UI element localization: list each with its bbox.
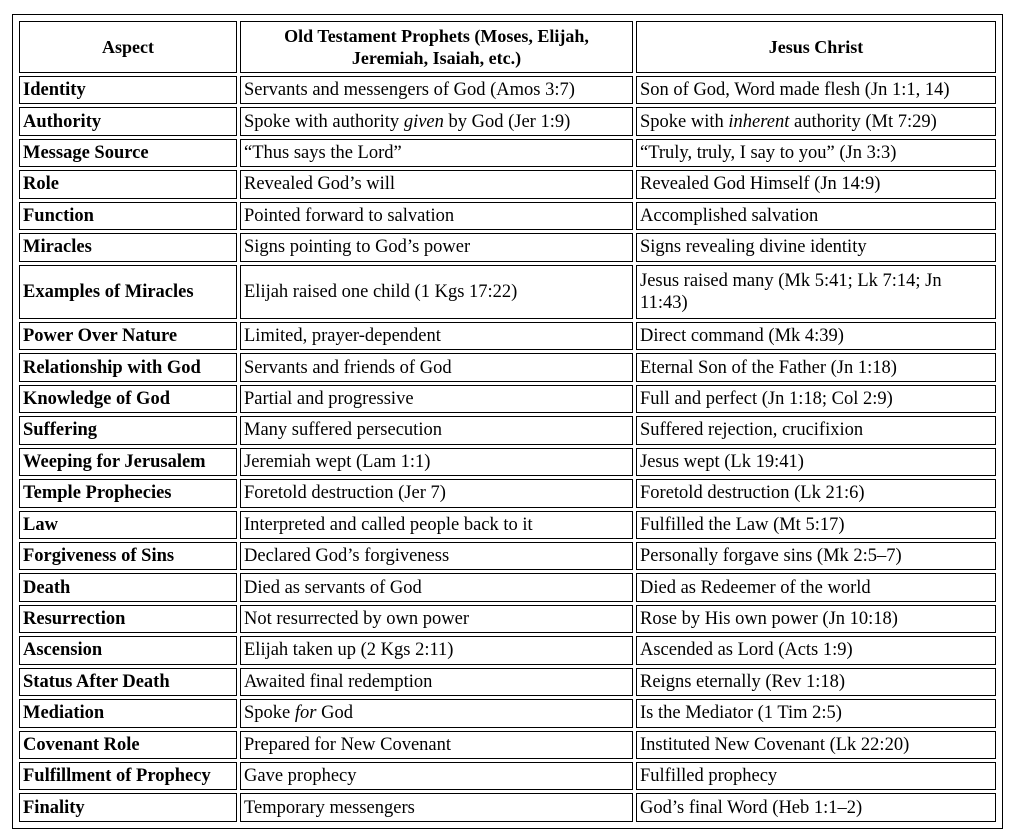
jesus-cell: Revealed God Himself (Jn 14:9) [636, 170, 996, 198]
table-row [19, 139, 996, 167]
prophets-cell: Died as servants of God [240, 573, 633, 601]
table-row [19, 76, 996, 104]
jesus-cell: Direct command (Mk 4:39) [636, 322, 996, 350]
jesus-cell: Fulfilled the Law (Mt 5:17) [636, 511, 996, 539]
table-row [19, 170, 996, 198]
prophets-cell: Gave prophecy [240, 762, 633, 790]
prophets-cell: Awaited final redemption [240, 668, 633, 696]
aspect-cell: Function [19, 202, 237, 230]
jesus-cell: Personally forgave sins (Mk 2:5–7) [636, 542, 996, 570]
emphasis-text: for [294, 703, 317, 724]
jesus-cell: Ascended as Lord (Acts 1:9) [636, 636, 996, 664]
table-row [19, 202, 996, 230]
aspect-cell: Examples of Miracles [19, 265, 237, 319]
table-row [19, 668, 996, 696]
aspect-cell: Resurrection [19, 605, 237, 633]
aspect-cell: Finality [19, 793, 237, 822]
prophets-cell: Temporary messengers [240, 793, 633, 822]
aspect-cell: Temple Prophecies [19, 479, 237, 507]
jesus-cell: “Truly, truly, I say to you” (Jn 3:3) [636, 139, 996, 167]
prophets-cell [240, 699, 633, 727]
table-row [19, 353, 996, 381]
aspect-cell: Knowledge of God [19, 385, 237, 413]
prophets-cell: Elijah raised one child (1 Kgs 17:22) [240, 265, 633, 319]
aspect-cell: Ascension [19, 636, 237, 664]
table-row [19, 605, 996, 633]
jesus-cell: Accomplished salvation [636, 202, 996, 230]
aspect-cell: Forgiveness of Sins [19, 542, 237, 570]
table-row [19, 322, 996, 350]
table-row [19, 107, 996, 135]
jesus-cell: Reigns eternally (Rev 1:18) [636, 668, 996, 696]
header-jesus: Jesus Christ [636, 21, 996, 73]
prophets-cell: Partial and progressive [240, 385, 633, 413]
jesus-cell: Is the Mediator (1 Tim 2:5) [636, 699, 996, 727]
prophets-cell: Revealed God’s will [240, 170, 633, 198]
jesus-cell: Rose by His own power (Jn 10:18) [636, 605, 996, 633]
cell-text: authority (Mt 7:29) [789, 111, 937, 132]
table-row [19, 511, 996, 539]
table-row [19, 385, 996, 413]
aspect-cell: Status After Death [19, 668, 237, 696]
aspect-cell: Miracles [19, 233, 237, 261]
table-row [19, 762, 996, 790]
jesus-cell: Jesus raised many (Mk 5:41; Lk 7:14; Jn 11:43) [636, 265, 996, 319]
table-row [19, 233, 996, 261]
cell-text: God [316, 703, 353, 724]
aspect-cell: Mediation [19, 699, 237, 727]
prophets-cell [240, 107, 633, 135]
prophets-cell: Prepared for New Covenant [240, 731, 633, 759]
table-row [19, 448, 996, 476]
cell-text: by God (Jer 1:9) [443, 111, 571, 132]
table-row [19, 793, 996, 822]
table-row [19, 731, 996, 759]
aspect-cell: Identity [19, 76, 237, 104]
table-row [19, 265, 996, 319]
jesus-cell: Eternal Son of the Father (Jn 1:18) [636, 353, 996, 381]
emphasis-text: inherent [728, 111, 790, 132]
aspect-cell: Law [19, 511, 237, 539]
jesus-cell: Fulfilled prophecy [636, 762, 996, 790]
aspect-cell: Power Over Nature [19, 322, 237, 350]
table-row [19, 699, 996, 727]
jesus-cell: Jesus wept (Lk 19:41) [636, 448, 996, 476]
jesus-cell [636, 107, 996, 135]
table-row [19, 479, 996, 507]
emphasis-text: given [403, 111, 444, 132]
header-prophets: Old Testament Prophets (Moses, Elijah, Jeremiah, Isaiah, etc.) [240, 21, 633, 73]
aspect-cell: Suffering [19, 416, 237, 444]
jesus-cell: Signs revealing divine identity [636, 233, 996, 261]
prophets-cell: Foretold destruction (Jer 7) [240, 479, 633, 507]
prophets-cell: Pointed forward to salvation [240, 202, 633, 230]
prophets-cell: Limited, prayer-dependent [240, 322, 633, 350]
prophets-cell: Declared God’s forgiveness [240, 542, 633, 570]
prophets-cell: Many suffered persecution [240, 416, 633, 444]
prophets-cell: Jeremiah wept (Lam 1:1) [240, 448, 633, 476]
prophets-cell: Signs pointing to God’s power [240, 233, 633, 261]
aspect-cell: Death [19, 573, 237, 601]
cell-text: Spoke with authority [244, 111, 404, 132]
prophets-cell: Not resurrected by own power [240, 605, 633, 633]
aspect-cell: Message Source [19, 139, 237, 167]
prophets-cell: Interpreted and called people back to it [240, 511, 633, 539]
table-row [19, 542, 996, 570]
table-row [19, 636, 996, 664]
jesus-cell: Foretold destruction (Lk 21:6) [636, 479, 996, 507]
cell-text: Spoke with [640, 111, 729, 132]
comparison-table [16, 18, 999, 825]
prophets-cell: “Thus says the Lord” [240, 139, 633, 167]
aspect-cell: Fulfillment of Prophecy [19, 762, 237, 790]
jesus-cell: Instituted New Covenant (Lk 22:20) [636, 731, 996, 759]
table-row [19, 573, 996, 601]
jesus-cell: Son of God, Word made flesh (Jn 1:1, 14) [636, 76, 996, 104]
table-row [19, 416, 996, 444]
prophets-cell: Elijah taken up (2 Kgs 2:11) [240, 636, 633, 664]
jesus-cell: Suffered rejection, crucifixion [636, 416, 996, 444]
table-body [19, 76, 996, 822]
header-row [19, 21, 996, 73]
aspect-cell: Relationship with God [19, 353, 237, 381]
aspect-cell: Weeping for Jerusalem [19, 448, 237, 476]
prophets-cell: Servants and friends of God [240, 353, 633, 381]
prophets-cell: Servants and messengers of God (Amos 3:7) [240, 76, 633, 104]
cell-text: Spoke [244, 703, 295, 724]
aspect-cell: Covenant Role [19, 731, 237, 759]
aspect-cell: Role [19, 170, 237, 198]
aspect-cell: Authority [19, 107, 237, 135]
jesus-cell: God’s final Word (Heb 1:1–2) [636, 793, 996, 822]
header-aspect: Aspect [19, 21, 237, 73]
jesus-cell: Died as Redeemer of the world [636, 573, 996, 601]
comparison-table-frame [12, 14, 1003, 829]
jesus-cell: Full and perfect (Jn 1:18; Col 2:9) [636, 385, 996, 413]
